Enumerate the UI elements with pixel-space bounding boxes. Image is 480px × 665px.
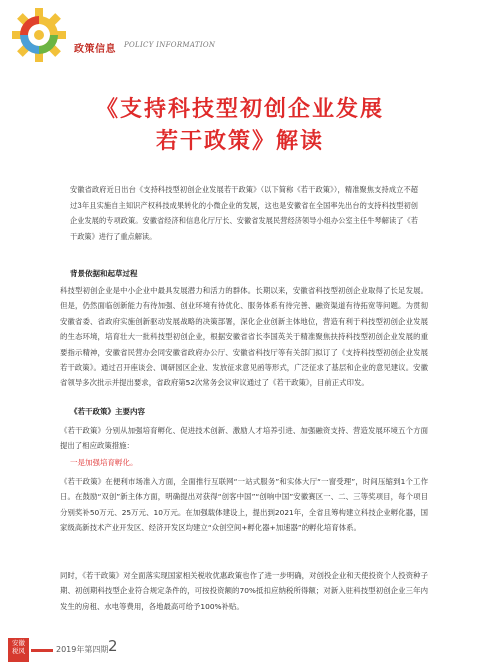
gear-logo-icon [8,4,70,66]
intro-paragraph: 安徽省政府近日出台《支持科技型初创企业发展若干政策》（以下简称《若干政策》），精准聚焦支持成立不超过3年且实施自主知识产权科技成果转化的小微企业的发展，这也是安徽省在全国率先出台的支持科技型初创企业发展的专项政策。安徽省经济和信息化厅厅长、安徽省发展民营经济领导小组办公室主任牛琴解读了《若干政策》进行了重点解读。 [70,185,418,241]
page-number: 2 [108,637,118,655]
section-body-incubation: 《若干政策》在便利市场准入方面，全面推行互联网“一站式服务”和实体大厅“一窗受理”，时间压缩到1个工作日。在鼓励“双创”新主体方面，明确提出对获得“创客中国”“创响中国”安徽赛区一、二、三等奖项目，每个项目分别奖补50万元、25万元、10万元。在加强载体建设上，提出到2021年，全省且筹构建立科技企业孵化器，国家级高新技术产业开发区、经济开发区均建立“众创空间+孵化器+加速器”的孵化培育体系。 [60,477,428,533]
subheading-incubation: 一是加强培育孵化。 [70,458,138,467]
section-body-tax: 同时，《若干政策》对全面落实现国家相关税收优惠政策也作了进一步明确，对创投企业和天使投资个人投资种子期、初创期科技型企业符合规定条件的，可按投资额的70%抵扣应纳税所得额；对新入驻科技型初创企业三年内发生的房租、水电等费用，各地最高可给予100%补贴。 [60,571,428,611]
column-title-red: 政策 [74,44,95,55]
footer-accent-bar [31,649,53,652]
issue-label: 2019年第四期 [56,645,109,654]
column-title [74,40,116,55]
footer-badge: 安徽 税风 [8,638,29,662]
section-body-content: 《若干政策》分别从加强培育孵化、促进技术创新、激励人才培养引进、加强融资支持、营造发展环境五个方面提出了相应政策措施： [60,426,428,451]
column-title-en: POLICY INFORMATION [124,41,216,49]
article-title-line1: 《支持科技型初创企业发展 [95,97,384,122]
column-title-dark: 信息 [95,44,116,55]
section-body-background: 科技型初创企业是中小企业中最具发展潜力和活力的群体。长期以来，安徽省科技型初创企业取得了长足发展。但是，仍然面临创新能力有待加强、创业环境有待优化、服务体系有待完善、融资渠道有待拓宽等问题。为贯彻安徽省委、省政府实施创新驱动发展战略的决策部署，深化企业创新主体地位，营造有利于科技型初创企业发展的生态环境，培育壮大一批科技型初创企业，根据安徽省省长李国英关于精准聚焦扶持科技型初创企业发展的重要指示精神，安徽省民营办会同安徽省政府办公厅、安徽省科技厅等有关部门拟订了《支持科技型初创企业发展若干政策》。通过召开座谈会、调研园区企业、发放征求意见函等形式，广泛征求了基层和企业的意见建议。安徽省领导多次批示并提出要求，省政府第52次常务会议审议通过了《若干政策》，目前正式印发。 [60,286,428,388]
section-heading-content: 《若干政策》主要内容 [70,407,145,416]
article-title-line2: 若干政策》解读 [155,129,324,154]
section-heading-background: 背景依据和起草过程 [70,269,138,278]
